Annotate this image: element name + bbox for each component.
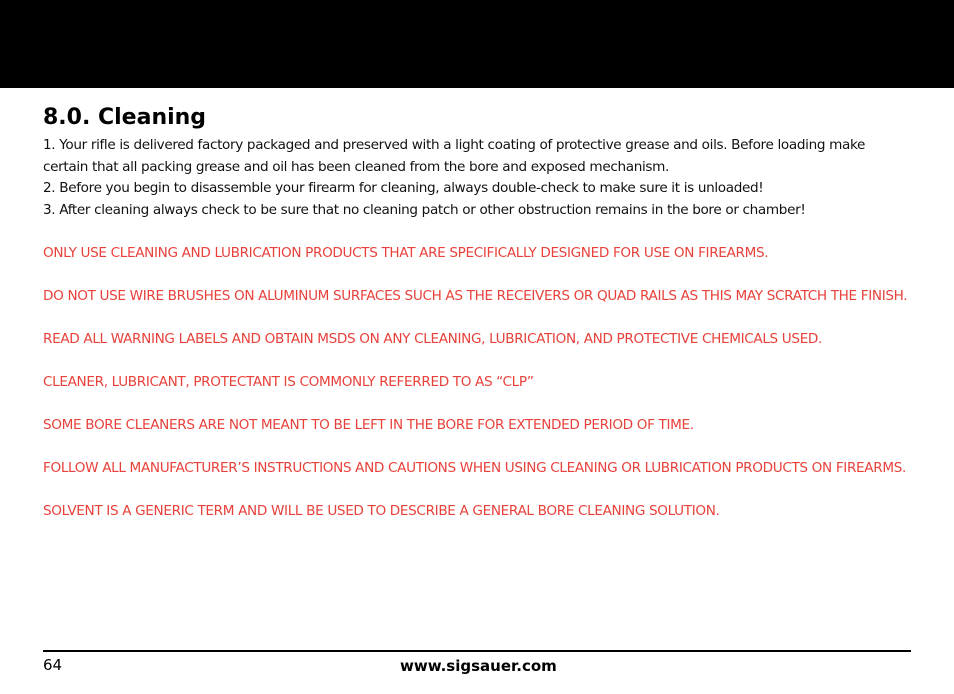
page-content: [43, 104, 913, 543]
cleaning-steps: [43, 135, 913, 221]
step-2: 2. Before you begin to disassemble your firearm for cleaning, always double-check to make sure it is unloaded!: [43, 180, 764, 196]
note-wire-brushes: DO NOT USE WIRE BRUSHES ON ALUMINUM SURFACES SUCH AS THE RECEIVERS OR QUAD RAILS AS THIS MAY SCRATCH THE FINISH.: [43, 288, 908, 304]
note-bore-cleaners: SOME BORE CLEANERS ARE NOT MEANT TO BE LEFT IN THE BORE FOR EXTENDED PERIOD OF TIME.: [43, 417, 694, 433]
website-url: www.sigsauer.com: [400, 657, 557, 675]
note-clp: CLEANER, LUBRICANT, PROTECTANT IS COMMONLY REFERRED TO AS “CLP”: [43, 374, 534, 390]
step-3: 3. After cleaning always check to be sure that no cleaning patch or other obstruction remains in the bore or chamber!: [43, 201, 806, 218]
page-number: 64: [43, 656, 63, 674]
note-products: ONLY USE CLEANING AND LUBRICATION PRODUCTS THAT ARE SPECIFICALLY DESIGNED FOR USE ON FIREARMS.: [43, 245, 769, 261]
header-bar: [0, 0, 954, 88]
note-manufacturer-instructions: FOLLOW ALL MANUFACTURER’S INSTRUCTIONS AND CAUTIONS WHEN USING CLEANING OR LUBRICATION PRODUCTS ON FIREARMS.: [43, 460, 906, 476]
step-1: 1. Your rifle is delivered factory packaged and preserved with a light coating of protective grease and oils. Before loading make certain that all packing grease and oil has been cleaned from the bore and exposed mechanism.: [43, 137, 866, 175]
footer-divider: [43, 650, 911, 652]
section-title: 8.0. Cleaning: [43, 105, 207, 130]
warning-notes: [43, 242, 913, 522]
note-warning-labels: READ ALL WARNING LABELS AND OBTAIN MSDS ON ANY CLEANING, LUBRICATION, AND PROTECTIVE CHEMICALS USED.: [43, 331, 823, 347]
note-solvent: SOLVENT IS A GENERIC TERM AND WILL BE USED TO DESCRIBE A GENERAL BORE CLEANING SOLUTION.: [43, 503, 720, 519]
